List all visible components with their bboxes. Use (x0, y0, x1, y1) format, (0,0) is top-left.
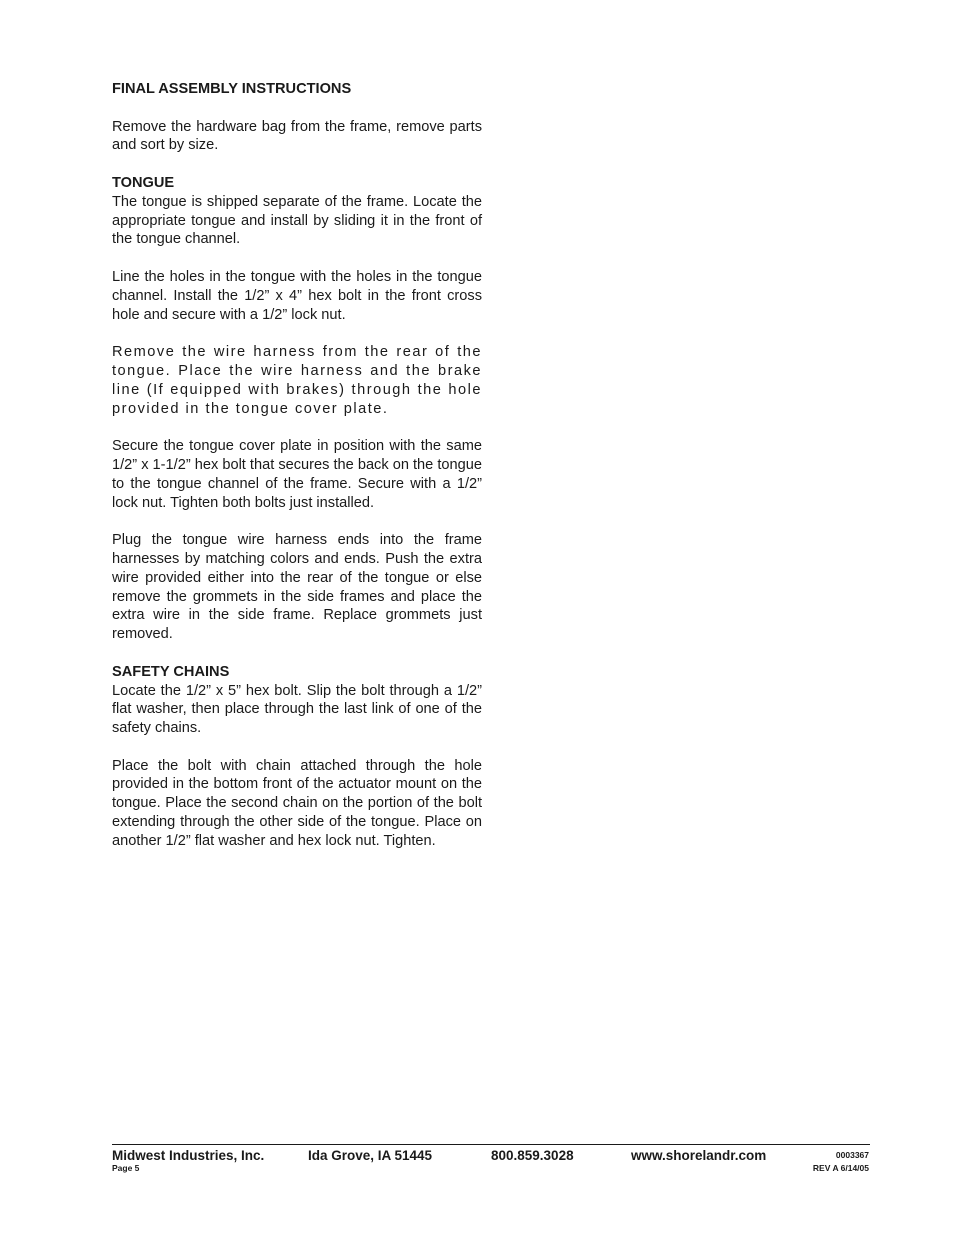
footer-phone: 800.859.3028 (491, 1148, 574, 1163)
intro-paragraph: Remove the hardware bag from the frame, remove parts and sort by size. (112, 118, 482, 154)
paragraph: Plug the tongue wire harness ends into the frame harnesses by matching colors and ends. Push the extra wire provided either into the rear of the tongue or else remove the grommets in the side frames and place the extra wire in the side frame. Replace grommets just removed. (112, 532, 482, 643)
paragraph: Line the holes in the tongue with the holes in the tongue channel. Install the 1/2” x 4” hex bolt in the front cross hole and secure with a 1/2” lock nut. (112, 268, 482, 323)
section-title-safety-chains: SAFETY CHAINS (112, 663, 230, 680)
paragraph: Locate the 1/2” x 5” hex bolt. Slip the bolt through a 1/2” flat washer, then place through the last link of one of the safety chains. (112, 682, 482, 737)
footer-part-number: 0003367 (835, 1150, 869, 1160)
footer-location: Ida Grove, IA 51445 (308, 1148, 433, 1163)
instructions-column (112, 80, 482, 851)
paragraph: Remove the wire harness from the rear of the tongue. Place the wire harness and the brake line (If equipped with brakes) through the hole provided in the tongue cover plate. (112, 344, 482, 417)
paragraph: The tongue is shipped separate of the frame. Locate the appropriate tongue and install by sliding it in the front of the tongue channel. (112, 193, 482, 248)
section-safety-chains (112, 663, 482, 851)
paragraph: Place the bolt with chain attached through the hole provided in the bottom front of the actuator mount on the tongue. Place the second chain on the portion of the bolt extending through the other side of the tongue. Place on another 1/2” flat washer and hex lock nut. Tighten. (112, 757, 482, 849)
page-heading: FINAL ASSEMBLY INSTRUCTIONS (112, 81, 352, 97)
footer-company: Midwest Industries, Inc. (112, 1148, 265, 1163)
section-title-tongue: TONGUE (112, 174, 175, 191)
footer-page-number: Page 5 (112, 1163, 140, 1173)
footer-website: www.shorelandr.com (631, 1148, 767, 1163)
footer-revision: REV A 6/14/05 (812, 1163, 869, 1173)
paragraph: Secure the tongue cover plate in position with the same 1/2” x 1-1/2” hex bolt that secures the back on the tongue to the tongue channel of the frame. Secure with a 1/2” lock nut. Tighten both bolts just installed. (112, 438, 482, 511)
section-tongue (112, 174, 482, 644)
footer-divider (112, 1144, 870, 1145)
